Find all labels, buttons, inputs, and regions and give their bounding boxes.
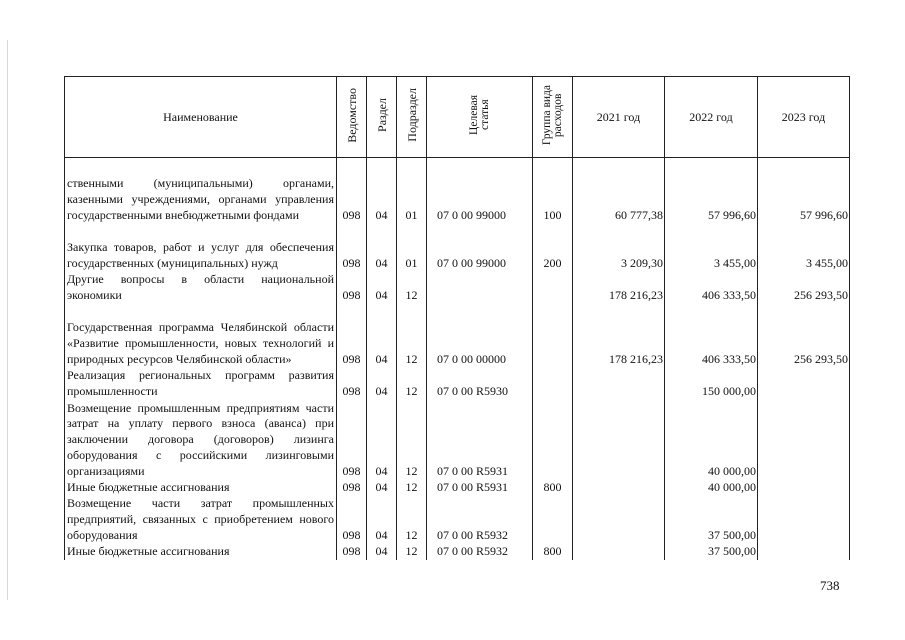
table-row — [65, 368, 850, 400]
table-row — [65, 272, 850, 304]
row-2023: 256 293,50 — [758, 304, 850, 368]
row-2023 — [758, 544, 850, 560]
row-section: 04 — [367, 224, 397, 272]
header-target: Целевая статья — [427, 77, 533, 158]
row-2023 — [758, 400, 850, 480]
row-subsection: 12 — [397, 480, 427, 496]
row-2021 — [573, 480, 665, 496]
row-dept: 098 — [337, 158, 367, 224]
row-section: 04 — [367, 544, 397, 560]
row-2021 — [573, 368, 665, 400]
row-name: Возмещение промышленным предприятиям части затрат на уплату первого взноса (аванса) при заключении договора (договоров) лизинга оборудования с российскими лизинговыми организациями — [65, 400, 337, 480]
table-row — [65, 480, 850, 496]
row-name: Возмещение части затрат промышленных предприятий, связанных с приобретением нового оборудования — [65, 496, 337, 544]
row-target: 07 0 00 R5932 — [427, 544, 533, 560]
row-section: 04 — [367, 496, 397, 544]
header-group: Группа вида расходов — [533, 77, 573, 158]
row-2022: 40 000,00 — [665, 400, 758, 480]
header-2021: 2021 год — [573, 77, 665, 158]
row-section: 04 — [367, 272, 397, 304]
row-2023 — [758, 480, 850, 496]
row-2022: 57 996,60 — [665, 158, 758, 224]
table-row — [65, 304, 850, 368]
table-row — [65, 496, 850, 544]
row-target: 07 0 00 R5930 — [427, 368, 533, 400]
header-name: Наименование — [65, 77, 337, 158]
row-2022: 406 333,50 — [665, 304, 758, 368]
row-group — [533, 368, 573, 400]
row-name: Государственная программа Челябинской области «Развитие промышленности, новых технологий и природных ресурсов Челябинской области» — [65, 304, 337, 368]
row-target: 07 0 00 99000 — [427, 224, 533, 272]
row-2023 — [758, 368, 850, 400]
page-number: 738 — [820, 578, 840, 593]
row-group: 100 — [533, 158, 573, 224]
table-header-row — [65, 77, 850, 158]
header-dept: Ведомство — [337, 77, 367, 158]
row-group: 800 — [533, 480, 573, 496]
row-2022: 37 500,00 — [665, 496, 758, 544]
row-section: 04 — [367, 400, 397, 480]
header-2022: 2022 год — [665, 77, 758, 158]
row-name: Иные бюджетные ассигнования — [65, 544, 337, 560]
header-section: Раздел — [367, 77, 397, 158]
row-2022: 40 000,00 — [665, 480, 758, 496]
row-subsection: 12 — [397, 496, 427, 544]
row-section: 04 — [367, 480, 397, 496]
row-name: Закупка товаров, работ и услуг для обеспечения государственных (муниципальных) нужд — [65, 224, 337, 272]
row-section: 04 — [367, 304, 397, 368]
row-subsection: 01 — [397, 158, 427, 224]
row-target: 07 0 00 R5931 — [427, 400, 533, 480]
row-2021: 178 216,23 — [573, 304, 665, 368]
row-subsection: 12 — [397, 304, 427, 368]
row-group — [533, 304, 573, 368]
row-subsection: 01 — [397, 224, 427, 272]
row-name: Реализация региональных программ развития промышленности — [65, 368, 337, 400]
row-target: 07 0 00 00000 — [427, 304, 533, 368]
row-name: Другие вопросы в области национальной экономики — [65, 272, 337, 304]
row-subsection: 12 — [397, 544, 427, 560]
row-dept: 098 — [337, 304, 367, 368]
row-2021: 60 777,38 — [573, 158, 665, 224]
row-group — [533, 496, 573, 544]
row-subsection: 12 — [397, 368, 427, 400]
row-section: 04 — [367, 158, 397, 224]
row-subsection: 12 — [397, 400, 427, 480]
row-2021 — [573, 400, 665, 480]
row-dept: 098 — [337, 272, 367, 304]
header-2023: 2023 год — [758, 77, 850, 158]
row-2021: 3 209,30 — [573, 224, 665, 272]
row-2022: 37 500,00 — [665, 544, 758, 560]
row-dept: 098 — [337, 544, 367, 560]
row-2023: 57 996,60 — [758, 158, 850, 224]
row-2021: 178 216,23 — [573, 272, 665, 304]
budget-table-container — [64, 76, 849, 568]
header-subsection: Подраздел — [397, 77, 427, 158]
row-group: 800 — [533, 544, 573, 560]
row-target: 07 0 00 R5931 — [427, 480, 533, 496]
row-2023: 256 293,50 — [758, 272, 850, 304]
scan-edge-line — [7, 40, 8, 600]
row-name: ственными (муниципальными) органами, казенными учреждениями, органами управления государственными внебюджетными фондами — [65, 158, 337, 224]
row-target: 07 0 00 99000 — [427, 158, 533, 224]
table-row — [65, 224, 850, 272]
row-subsection: 12 — [397, 272, 427, 304]
budget-table — [64, 76, 850, 560]
row-2022: 150 000,00 — [665, 368, 758, 400]
row-dept: 098 — [337, 368, 367, 400]
row-2023: 3 455,00 — [758, 224, 850, 272]
row-2022: 3 455,00 — [665, 224, 758, 272]
table-row — [65, 400, 850, 480]
row-dept: 098 — [337, 400, 367, 480]
row-dept: 098 — [337, 480, 367, 496]
row-group: 200 — [533, 224, 573, 272]
row-group — [533, 272, 573, 304]
row-2023 — [758, 496, 850, 544]
row-2021 — [573, 544, 665, 560]
row-target — [427, 272, 533, 304]
row-2021 — [573, 496, 665, 544]
row-dept: 098 — [337, 496, 367, 544]
row-section: 04 — [367, 368, 397, 400]
row-name: Иные бюджетные ассигнования — [65, 480, 337, 496]
table-row — [65, 544, 850, 560]
row-2022: 406 333,50 — [665, 272, 758, 304]
table-row — [65, 158, 850, 224]
row-target: 07 0 00 R5932 — [427, 496, 533, 544]
row-dept: 098 — [337, 224, 367, 272]
row-group — [533, 400, 573, 480]
